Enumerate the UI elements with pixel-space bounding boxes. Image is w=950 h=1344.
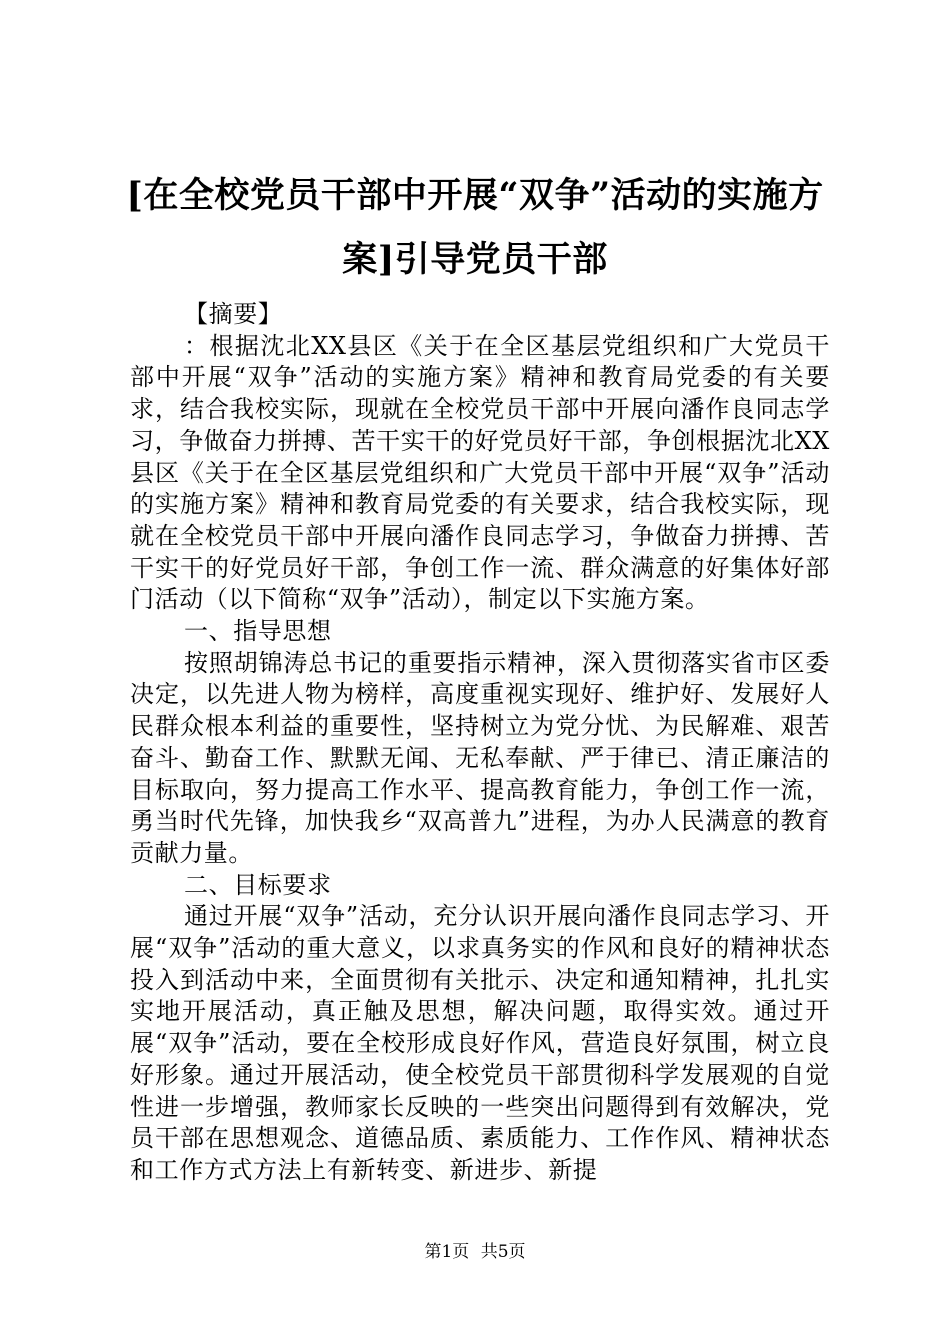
document-title: [在全校党员干部中开展“双争”活动的实施方案]引导党员干部 bbox=[126, 175, 824, 280]
page-footer bbox=[0, 1240, 950, 1264]
section-heading-guiding-thought: 一、指导思想 bbox=[184, 617, 332, 646]
abstract-label: 【摘要】 bbox=[184, 300, 283, 328]
section-heading-objectives: 二、目标要求 bbox=[184, 870, 332, 899]
section-paragraph-guiding-thought: 按照胡锦涛总书记的重要指示精神，深入贯彻落实省市区委决定，以先进人物为榜样，高度重视实现好、维护好、发展好人民群众根本利益的重要性，坚持树立为党分忧、为民解难、艰苦奋斗、勤奋工作、默默无闻、无私奉献、严于律已、清正廉洁的目标取向，努力提高工作水平、提高教育能力，争创工作一流，勇当时代先锋，加快我乡“双高普九”进程，为办人民满意的教育贡献力量。 bbox=[130, 648, 830, 867]
section-paragraph-objectives: 通过开展“双争”活动，充分认识开展向潘作良同志学习、开展“双争”活动的重大意义，以求真务实的作风和良好的精神状态投入到活动中来，全面贯彻有关批示、决定和通知精神，扎扎实实地开展活动，真正触及思想，解决问题，取得实效。通过开展“双争”活动，要在全校形成良好作风，营造良好氛围，树立良好形象。通过开展活动，使全校党员干部贯彻科学发展观的自觉性进一步增强，教师家长反映的一些突出问题得到有效解决，党员干部在思想观念、道德品质、素质能力、工作作风、精神状态和工作方式方法上有新转变、新进步、新提 bbox=[130, 902, 830, 1184]
document-body bbox=[130, 299, 830, 1187]
page-number-current: 第1页 bbox=[424, 1242, 470, 1262]
page-number-total: 共5页 bbox=[480, 1242, 526, 1262]
abstract-paragraph: ：根据沈北XX县区《关于在全区基层党组织和广大党员干部中开展“双争”活动的实施方案》精神和教育局党委的有关要求，结合我校实际，现就在全校党员干部中开展向潘作良同志学习，争做奋力拼搏、苦干实干的好党员好干部，争创根据沈北XX县区《关于在全区基层党组织和广大党员干部中开展“双争”活动的实施方案》精神和教育局党委的有关要求，结合我校实际，现就在全校党员干部中开展向潘作良同志学习，争做奋力拼搏、苦干实干的好党员好干部，争创工作一流、群众满意的好集体好部门活动（以下简称“双争”活动），制定以下实施方案。 bbox=[130, 331, 830, 614]
